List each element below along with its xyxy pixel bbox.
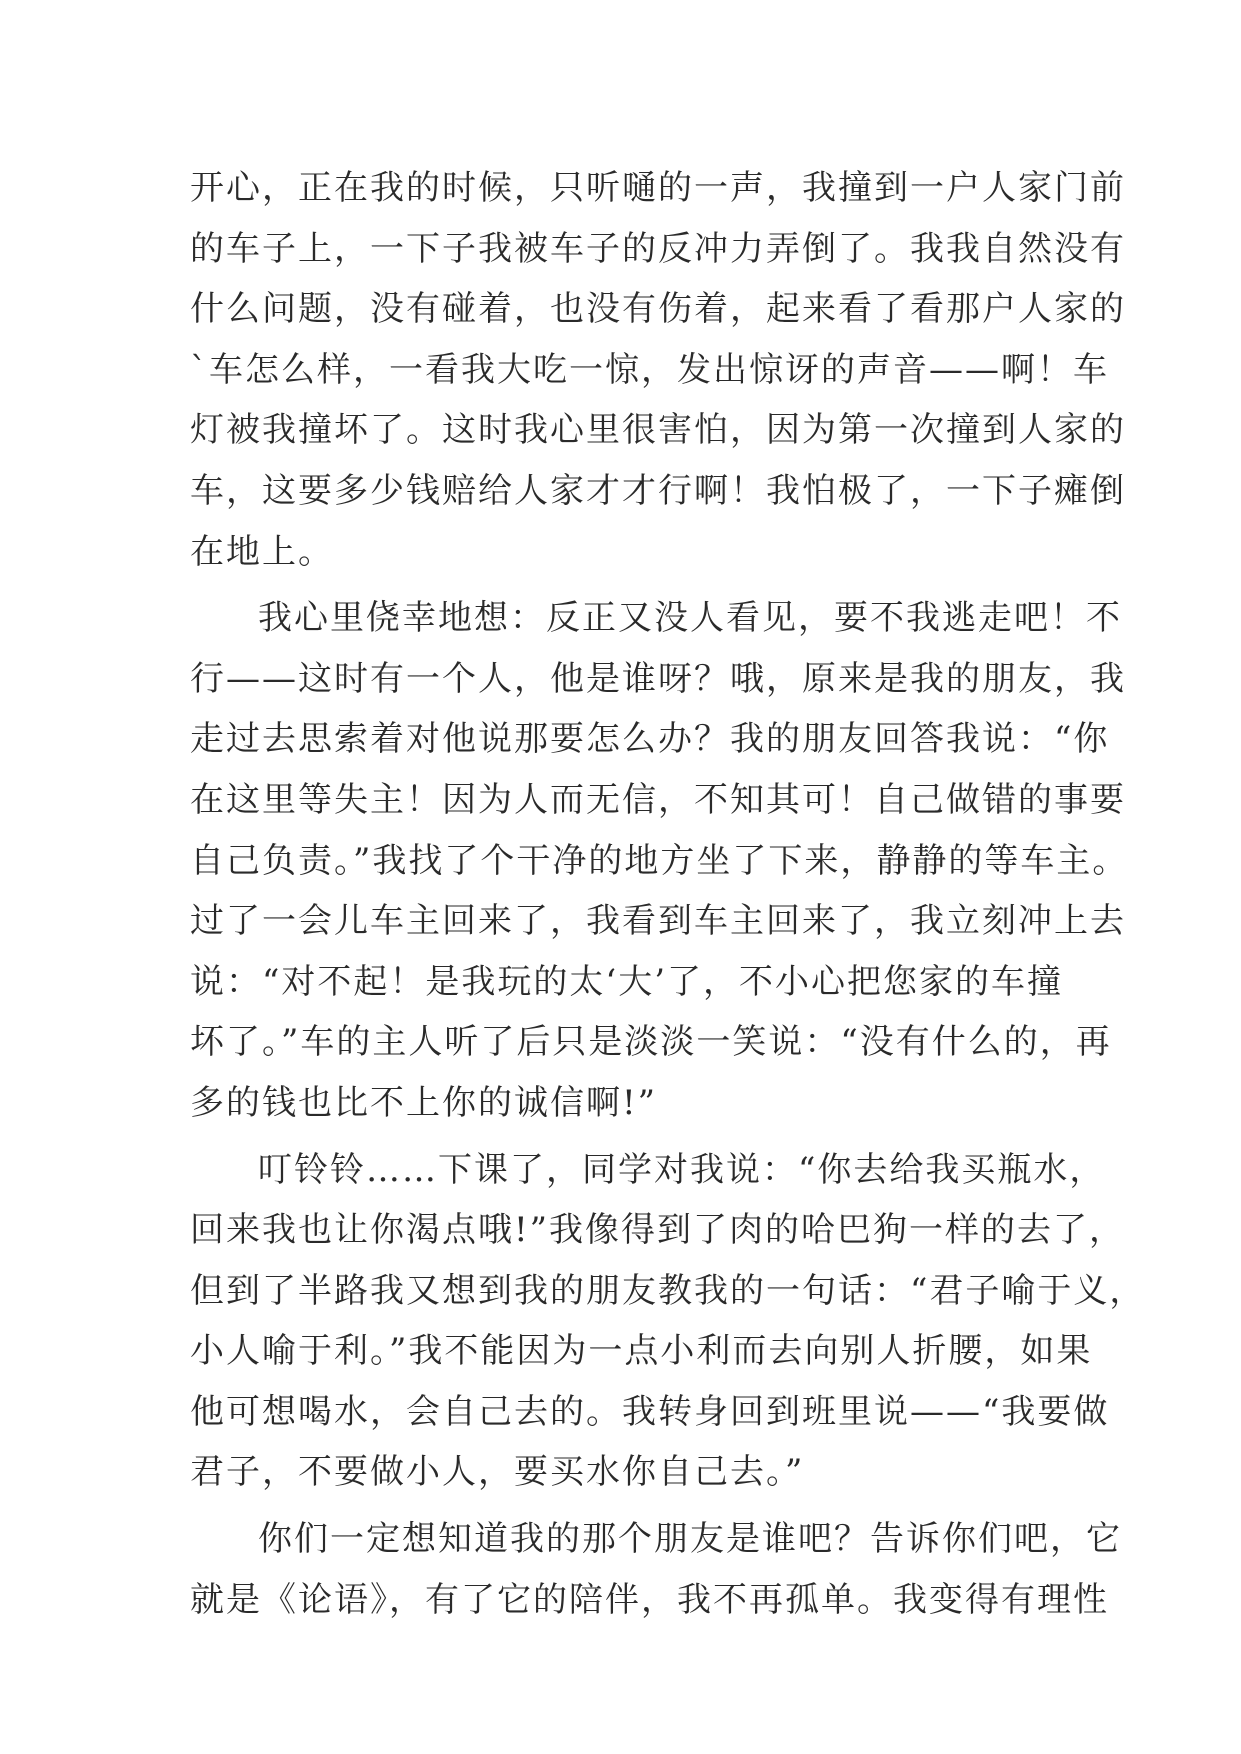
paragraph-line: 坏了。”车的主人听了后只是淡淡一笑说：“没有什么的，再 (190, 1022, 1112, 1063)
paragraph-2 (190, 588, 1129, 1133)
paragraph-line: 什么问题，没有碰着，也没有伤着，起来看了看那户人家的 (190, 289, 1126, 330)
paragraph-line: 小人喻于利。”我不能因为一点小利而去向别人折腰，如果 (190, 1331, 1093, 1372)
paragraph-line: 走过去思索着对他说那要怎么办？我的朋友回答我说：“你 (190, 719, 1110, 760)
paragraph-line: 在地上。 (190, 531, 334, 572)
paragraph-line: 但到了半路我又想到我的朋友教我的一句话：“君子喻于义， (190, 1270, 1146, 1311)
paragraph-4 (190, 1509, 1122, 1630)
paragraph-line: 回来我也让你渴点哦!”我像得到了肉的哈巴狗一样的去了， (190, 1210, 1126, 1251)
paragraph-line: 他可想喝水，会自己去的。我转身回到班里说——“我要做 (190, 1391, 1110, 1432)
paragraph-line: 君子，不要做小人，要买水你自己去。” (190, 1452, 805, 1493)
paragraph-3 (190, 1140, 1146, 1504)
paragraph-line: 车，这要多少钱赔给人家才才行啊！我怕极了，一下子瘫倒 (190, 470, 1126, 511)
paragraph-line: 你们一定想知道我的那个朋友是谁吧？告诉你们吧，它 (258, 1519, 1122, 1560)
paragraph-line: 说：“对不起！是我玩的太‘大’了，不小心把您家的车撞 (190, 961, 1063, 1002)
paragraph-line: 多的钱也比不上你的诚信啊!” (190, 1082, 658, 1123)
paragraph-line: `车怎么样，一看我大吃一惊，发出惊讶的声音——啊！车 (190, 349, 1109, 390)
paragraph-line: 我心里侥幸地想：反正又没人看见，要不我逃走吧！不 (258, 598, 1122, 639)
paragraph-line: 就是《论语》，有了它的陪伴，我不再孤单。我变得有理性 (190, 1579, 1109, 1620)
paragraph-line: 的车子上，一下子我被车子的反冲力弄倒了。我我自然没有 (190, 228, 1126, 269)
paragraph-line: 在这里等失主！因为人而无信，不知其可！自己做错的事要 (190, 779, 1126, 820)
paragraph-line: 过了一会儿车主回来了，我看到车主回来了，我立刻冲上去 (190, 901, 1126, 942)
paragraph-line: 行——这时有一个人，他是谁呀？哦，原来是我的朋友，我 (190, 658, 1126, 699)
paragraph-line: 自己负责。”我找了个干净的地方坐了下来，静静的等车主。 (190, 840, 1129, 881)
paragraph-line: 灯被我撞坏了。这时我心里很害怕，因为第一次撞到人家的 (190, 410, 1126, 451)
paragraph-1 (190, 158, 1126, 582)
paragraph-line: 开心，正在我的时候，只听嗵的一声，我撞到一户人家门前 (190, 168, 1126, 208)
document-body (190, 158, 1146, 1630)
paragraph-line: 叮铃铃……下课了，同学对我说：“你去给我买瓶水， (258, 1149, 1106, 1190)
